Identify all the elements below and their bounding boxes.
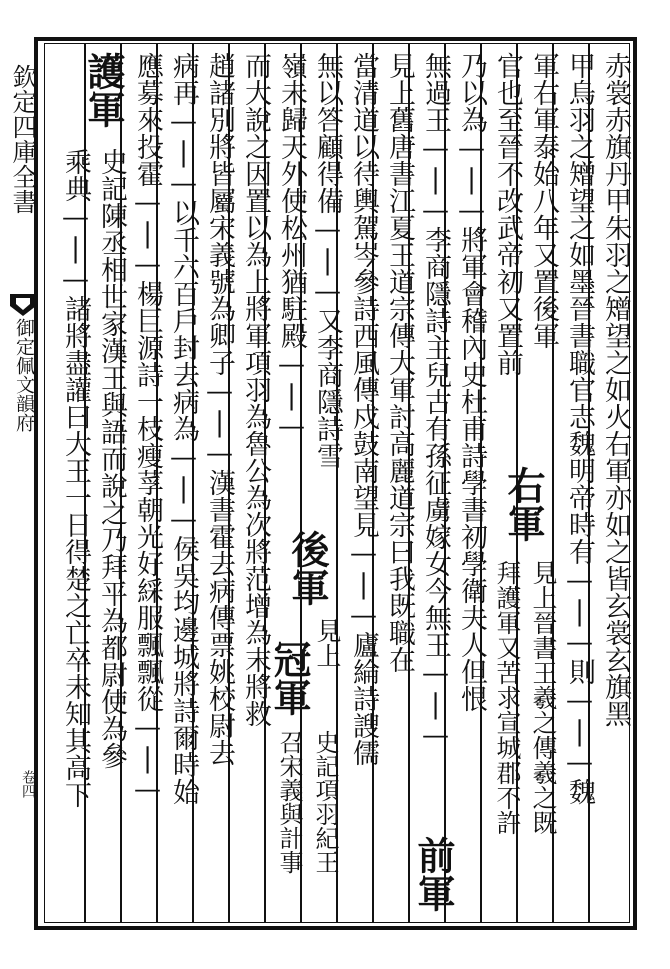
text-column-9: 無以答顧得備—|—又李商隱詩雪 [312, 52, 343, 469]
heading-note: 見上晉書王羲之傳羲之既 [529, 560, 558, 835]
text-column-12: 趙諸別將皆屬宋義號為卿子—|—漢書霍去病傳票姚校尉去 [204, 52, 235, 766]
folio-number: 卷四 [20, 770, 36, 798]
text-column-11: 而大說之因置以為上將軍項羽為魯公為次將范增為末將救 [240, 52, 271, 727]
text-column-14: 應募來投霍—|—楊巨源詩一枝瘦莩朝光好綵服飄飄從—|— [132, 52, 163, 805]
fish-tail-mark-icon [8, 292, 38, 318]
text-column-15: 史記陳丞相世家漢王與語而說之乃拜平為都尉使為參 [96, 148, 127, 769]
heading-hou-jun: 後軍 [285, 530, 330, 606]
text-column-8: 當清道以待輿駕岑參詩西風傳戍鼓南望見—|—廬綸詩謏儒 [348, 52, 379, 766]
heading-you-jun: 右軍 [501, 466, 546, 542]
text-column-5: 乃以為—|—將軍會稽內史杜甫詩學書初學衛夫人但恨 [456, 52, 487, 712]
text-column-2: 甲烏羽之矰望之如墨晉書職官志魏明帝時有—|—則—|—魏 [564, 52, 595, 805]
heading-note: 拜護軍又苦求宣城郡不許 [493, 560, 522, 835]
text-column-7: 見上舊唐書江夏王道宗傳大軍討高麗道宗曰我既職在 [384, 52, 415, 673]
text-column-16: 乘典—|—諸將盡讙曰大王一日得楚之亡卒未知其高下 [60, 148, 91, 808]
heading-note: 召宋義與計事 [275, 730, 303, 874]
text-column-13: 病再—|—以千六百戶封去病為—|—侯吳均邊城將詩爾時始 [168, 52, 199, 805]
heading-note: 史記項羽紀王 [311, 730, 339, 874]
heading-hu-jun: 護軍 [81, 52, 126, 128]
text-column-4: 官也至晉不改武帝初又置前 [492, 52, 523, 376]
text-column-3: 軍右軍泰始八年又置後軍 [528, 52, 559, 349]
heading-guan-jun: 冠軍 [267, 640, 312, 716]
heading-qian-jun: 前軍 [411, 836, 456, 912]
text-column-1: 赤裳赤旗丹甲朱羽之矰望之如火右軍亦如之皆玄裳玄旗黑 [600, 52, 631, 727]
heading-note: 見上 [313, 618, 342, 668]
edition-title: 欽定四庫全書 [9, 64, 38, 214]
text-column-6: 無過王—|—李商隱詩主兒古有孫征虜嫁女今無王—|— [420, 52, 451, 751]
text-column-10: 嶺未歸天外使松州猶駐殿—|— [276, 52, 307, 442]
book-title: 御定佩文韻府 [13, 318, 35, 432]
